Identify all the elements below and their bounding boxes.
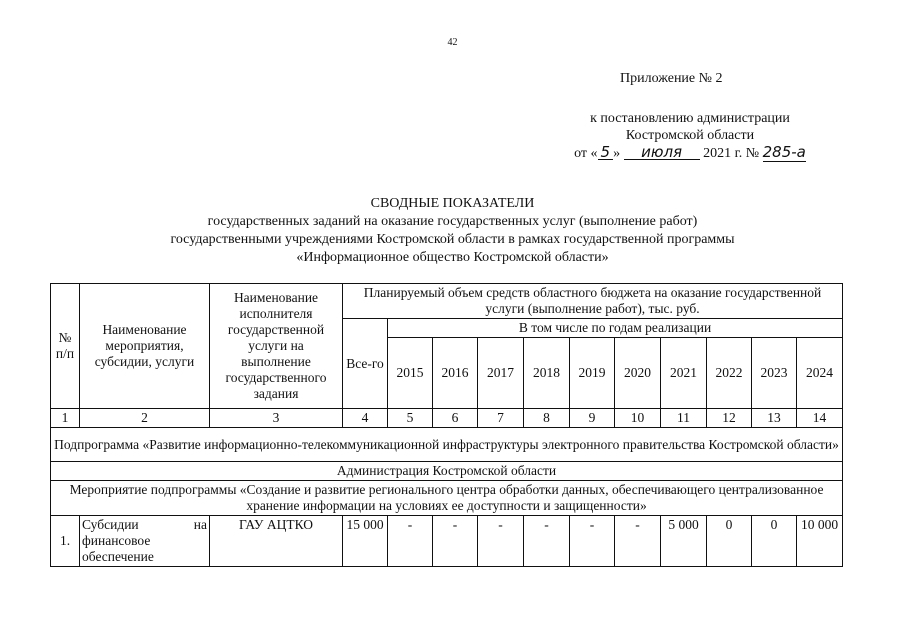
header-year: 2022 <box>707 338 752 409</box>
date-mid: » <box>613 146 621 161</box>
decree-line-1: к постановлению администрации <box>590 111 790 126</box>
row-year-value: - <box>615 516 661 567</box>
column-number: 5 <box>388 409 433 428</box>
row-name-rest: финансовое обеспечение <box>82 533 154 564</box>
decree-reference <box>540 110 840 162</box>
year-text: 2021 г. № <box>703 146 760 161</box>
row-total: 15 000 <box>343 516 388 567</box>
title-line-4: «Информационное общество Костромской области» <box>296 250 609 265</box>
column-number: 8 <box>524 409 570 428</box>
row-year-value: 10 000 <box>797 516 843 567</box>
column-number: 3 <box>210 409 343 428</box>
header-year: 2017 <box>478 338 524 409</box>
column-numbers-row <box>51 409 843 428</box>
header-year: 2020 <box>615 338 661 409</box>
row-name <box>80 516 210 567</box>
header-year: 2021 <box>661 338 707 409</box>
decree-line-2: Костромской области <box>625 128 755 143</box>
row-year-value: - <box>478 516 524 567</box>
header-year: 2016 <box>433 338 478 409</box>
header-name: Наименование мероприятия, субсидии, услуги <box>80 284 210 409</box>
title-line-2: государственных заданий на оказание государственных услуг (выполнение работ) <box>207 214 698 229</box>
header-by-years: В том числе по годам реализации <box>388 319 843 338</box>
row-name-part-b: на <box>193 517 207 532</box>
title-main: СВОДНЫЕ ПОКАЗАТЕЛИ <box>370 196 535 211</box>
header-num: № п/п <box>51 284 80 409</box>
table-row <box>51 516 843 567</box>
document-title <box>0 195 905 267</box>
indicators-table <box>50 283 843 567</box>
handwritten-month: июля <box>624 145 700 160</box>
column-number: 11 <box>661 409 707 428</box>
column-number: 10 <box>615 409 661 428</box>
row-name-part-a: Субсидии <box>82 517 139 532</box>
header-year: 2019 <box>570 338 615 409</box>
subprogram-row: Подпрограмма «Развитие информационно-телекоммуникационной инфраструктуры электронного правительства Костромской области» <box>51 428 843 462</box>
page-number: 42 <box>447 37 458 48</box>
row-year-value: - <box>524 516 570 567</box>
row-year-value: - <box>433 516 478 567</box>
header-year: 2015 <box>388 338 433 409</box>
date-prefix: от « <box>574 146 598 161</box>
administration-row: Администрация Костромской области <box>51 462 843 481</box>
header-year: 2023 <box>752 338 797 409</box>
handwritten-number: 285-а <box>762 143 806 161</box>
column-number: 12 <box>707 409 752 428</box>
column-number: 9 <box>570 409 615 428</box>
header-executor: Наименование исполнителя государственной услуги на выполнение государственного задания <box>210 284 343 409</box>
column-number: 7 <box>478 409 524 428</box>
row-year-value: - <box>570 516 615 567</box>
column-number: 4 <box>343 409 388 428</box>
column-number: 14 <box>797 409 843 428</box>
decree-date-line <box>540 144 840 162</box>
row-executor: ГАУ АЦТКО <box>210 516 343 567</box>
column-number: 13 <box>752 409 797 428</box>
header-planned: Планируемый объем средств областного бюджета на оказание государственной услуги (выполнение работ), тыс. руб. <box>343 284 843 319</box>
column-number: 6 <box>433 409 478 428</box>
column-number: 1 <box>51 409 80 428</box>
row-year-value: - <box>388 516 433 567</box>
title-line-3: государственными учреждениями Костромской области в рамках государственной программы <box>170 232 735 247</box>
row-year-value: 5 000 <box>661 516 707 567</box>
row-year-value: 0 <box>752 516 797 567</box>
appendix-label: Приложение № 2 <box>620 71 723 86</box>
header-year: 2024 <box>797 338 843 409</box>
handwritten-day: 5 <box>598 145 614 160</box>
header-total: Все-го <box>343 319 388 409</box>
row-number: 1. <box>51 516 80 567</box>
row-year-value: 0 <box>707 516 752 567</box>
header-year: 2018 <box>524 338 570 409</box>
column-number: 2 <box>80 409 210 428</box>
activity-row: Мероприятие подпрограммы «Создание и развитие регионального центра обработки данных, обеспечивающего централизованное хранение информации на условиях ее доступности и защищенности» <box>51 481 843 516</box>
